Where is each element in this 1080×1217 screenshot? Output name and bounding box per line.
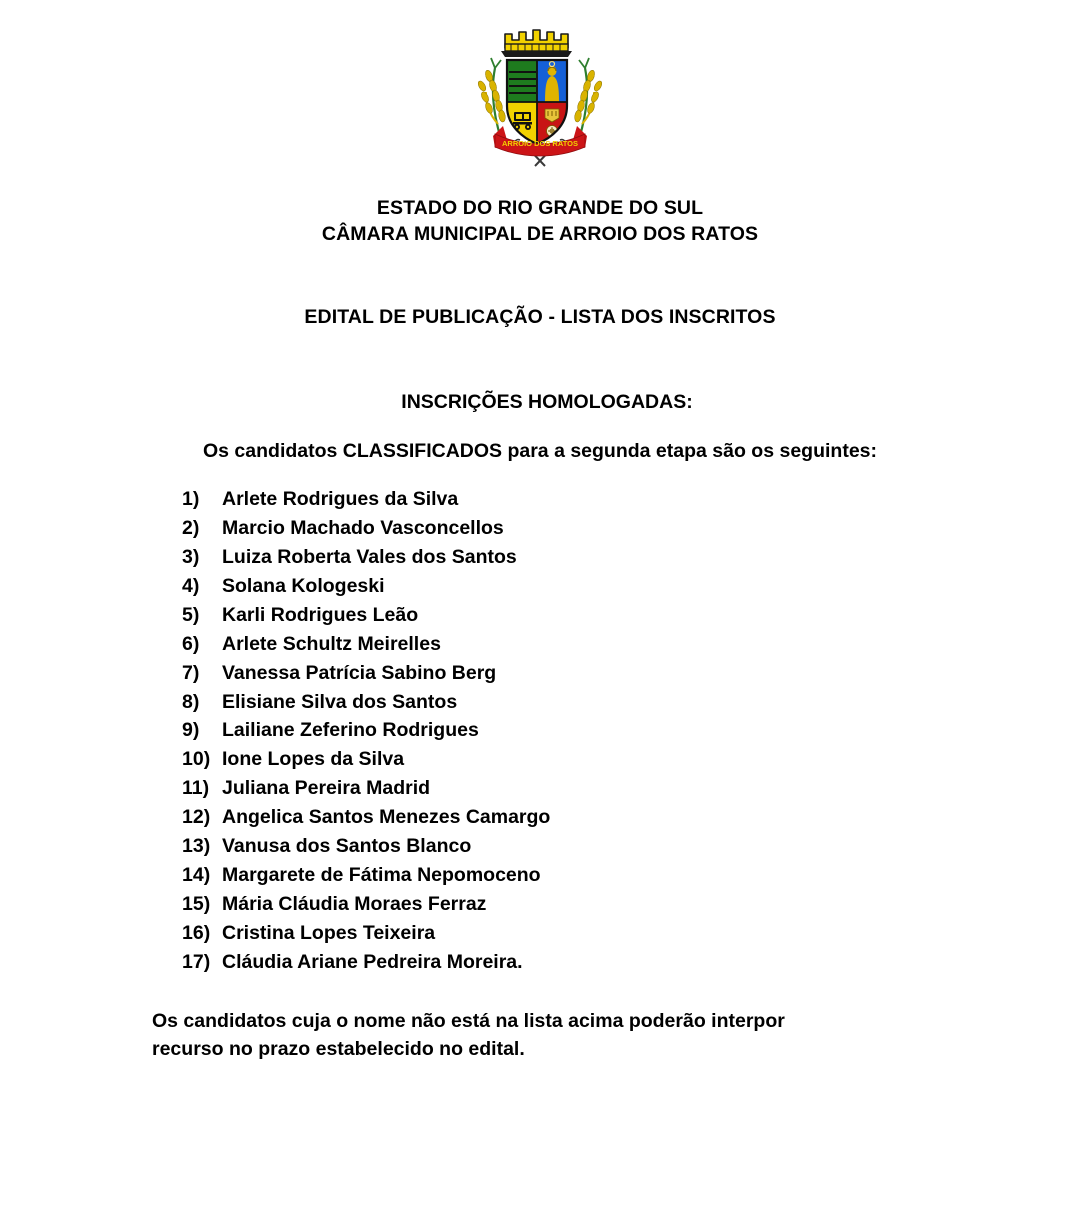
list-item xyxy=(0,630,1080,659)
list-item xyxy=(0,572,1080,601)
list-item xyxy=(0,543,1080,572)
list-item-name: Mária Cláudia Moraes Ferraz xyxy=(222,893,487,916)
closing-line-2: recurso no prazo estabelecido no edital. xyxy=(152,1038,525,1061)
list-item-number: 12) xyxy=(182,806,211,829)
closing-line-1: Os candidatos cuja o nome não está na lista acima poderão interpor xyxy=(152,1010,785,1033)
list-item xyxy=(0,774,1080,803)
wheat-right-icon xyxy=(574,58,604,132)
list-item xyxy=(0,861,1080,890)
emblem-container xyxy=(0,0,1080,176)
list-item xyxy=(0,716,1080,745)
list-item-name: Cláudia Ariane Pedreira Moreira. xyxy=(222,951,523,974)
list-item-number: 2) xyxy=(182,516,200,539)
list-item-number: 14) xyxy=(182,864,211,887)
list-item xyxy=(0,688,1080,717)
list-item-number: 13) xyxy=(182,835,211,858)
list-item-name: Elisiane Silva dos Santos xyxy=(222,690,458,713)
list-item-name: Angelica Santos Menezes Camargo xyxy=(222,806,551,829)
list-item-name: Marcio Machado Vasconcellos xyxy=(222,516,504,539)
list-item-number: 9) xyxy=(182,719,200,742)
list-item xyxy=(0,890,1080,919)
list-item xyxy=(0,485,1080,514)
list-item-number: 15) xyxy=(182,893,211,916)
list-item-name: Solana Kologeski xyxy=(222,574,385,597)
list-item xyxy=(0,514,1080,543)
candidate-list xyxy=(0,485,1080,977)
list-item-number: 17) xyxy=(182,951,211,974)
list-item-name: Arlete Schultz Meirelles xyxy=(222,632,441,655)
list-item-number: 3) xyxy=(182,545,200,568)
list-item-number: 6) xyxy=(182,632,200,655)
list-item-number: 7) xyxy=(182,661,200,684)
header-state-line: ESTADO DO RIO GRANDE DO SUL xyxy=(376,197,704,219)
list-item-number: 1) xyxy=(182,487,200,510)
wheat-left-icon xyxy=(477,58,507,132)
list-item-name: Lailiane Zeferino Rodrigues xyxy=(222,719,479,742)
shield-icon xyxy=(507,60,567,148)
list-item-number: 5) xyxy=(182,603,200,626)
list-item-name: Vanessa Patrícia Sabino Berg xyxy=(222,661,497,684)
list-item-name: Juliana Pereira Madrid xyxy=(222,777,431,800)
list-item xyxy=(0,745,1080,774)
list-item-name: Cristina Lopes Teixeira xyxy=(222,922,436,945)
list-item-name: Arlete Rodrigues da Silva xyxy=(222,487,459,510)
list-item-name: Vanusa dos Santos Blanco xyxy=(222,835,472,858)
header-council-line: CÂMARA MUNICIPAL DE ARROIO DOS RATOS xyxy=(321,222,759,245)
list-item xyxy=(0,601,1080,630)
ribbon-text: ARROIO DOS RATOS xyxy=(502,139,578,148)
organization-header xyxy=(0,196,1080,248)
list-item-name: Luiza Roberta Vales dos Santos xyxy=(222,545,517,568)
list-item-number: 4) xyxy=(182,574,200,597)
mural-crown-icon xyxy=(501,30,572,57)
section-title: INSCRIÇÕES HOMOLOGADAS: xyxy=(401,390,693,413)
coat-of-arms-icon xyxy=(465,14,615,176)
list-item xyxy=(0,919,1080,948)
list-item-name: Ione Lopes da Silva xyxy=(222,748,405,771)
list-item-number: 11) xyxy=(182,777,210,800)
list-item xyxy=(0,832,1080,861)
intro-paragraph: Os candidatos CLASSIFICADOS para a segunda etapa são os seguintes: xyxy=(203,439,877,462)
list-item-number: 10) xyxy=(182,748,211,771)
closing-paragraph xyxy=(0,1007,1080,1064)
list-item xyxy=(0,948,1080,977)
list-item xyxy=(0,803,1080,832)
list-item-name: Karli Rodrigues Leão xyxy=(222,603,419,626)
list-item-name: Margarete de Fátima Nepomoceno xyxy=(222,864,541,887)
list-item-number: 8) xyxy=(182,690,200,713)
page-title: EDITAL DE PUBLICAÇÃO - LISTA DOS INSCRITOS xyxy=(304,305,776,328)
list-item-number: 16) xyxy=(182,922,211,945)
list-item xyxy=(0,659,1080,688)
